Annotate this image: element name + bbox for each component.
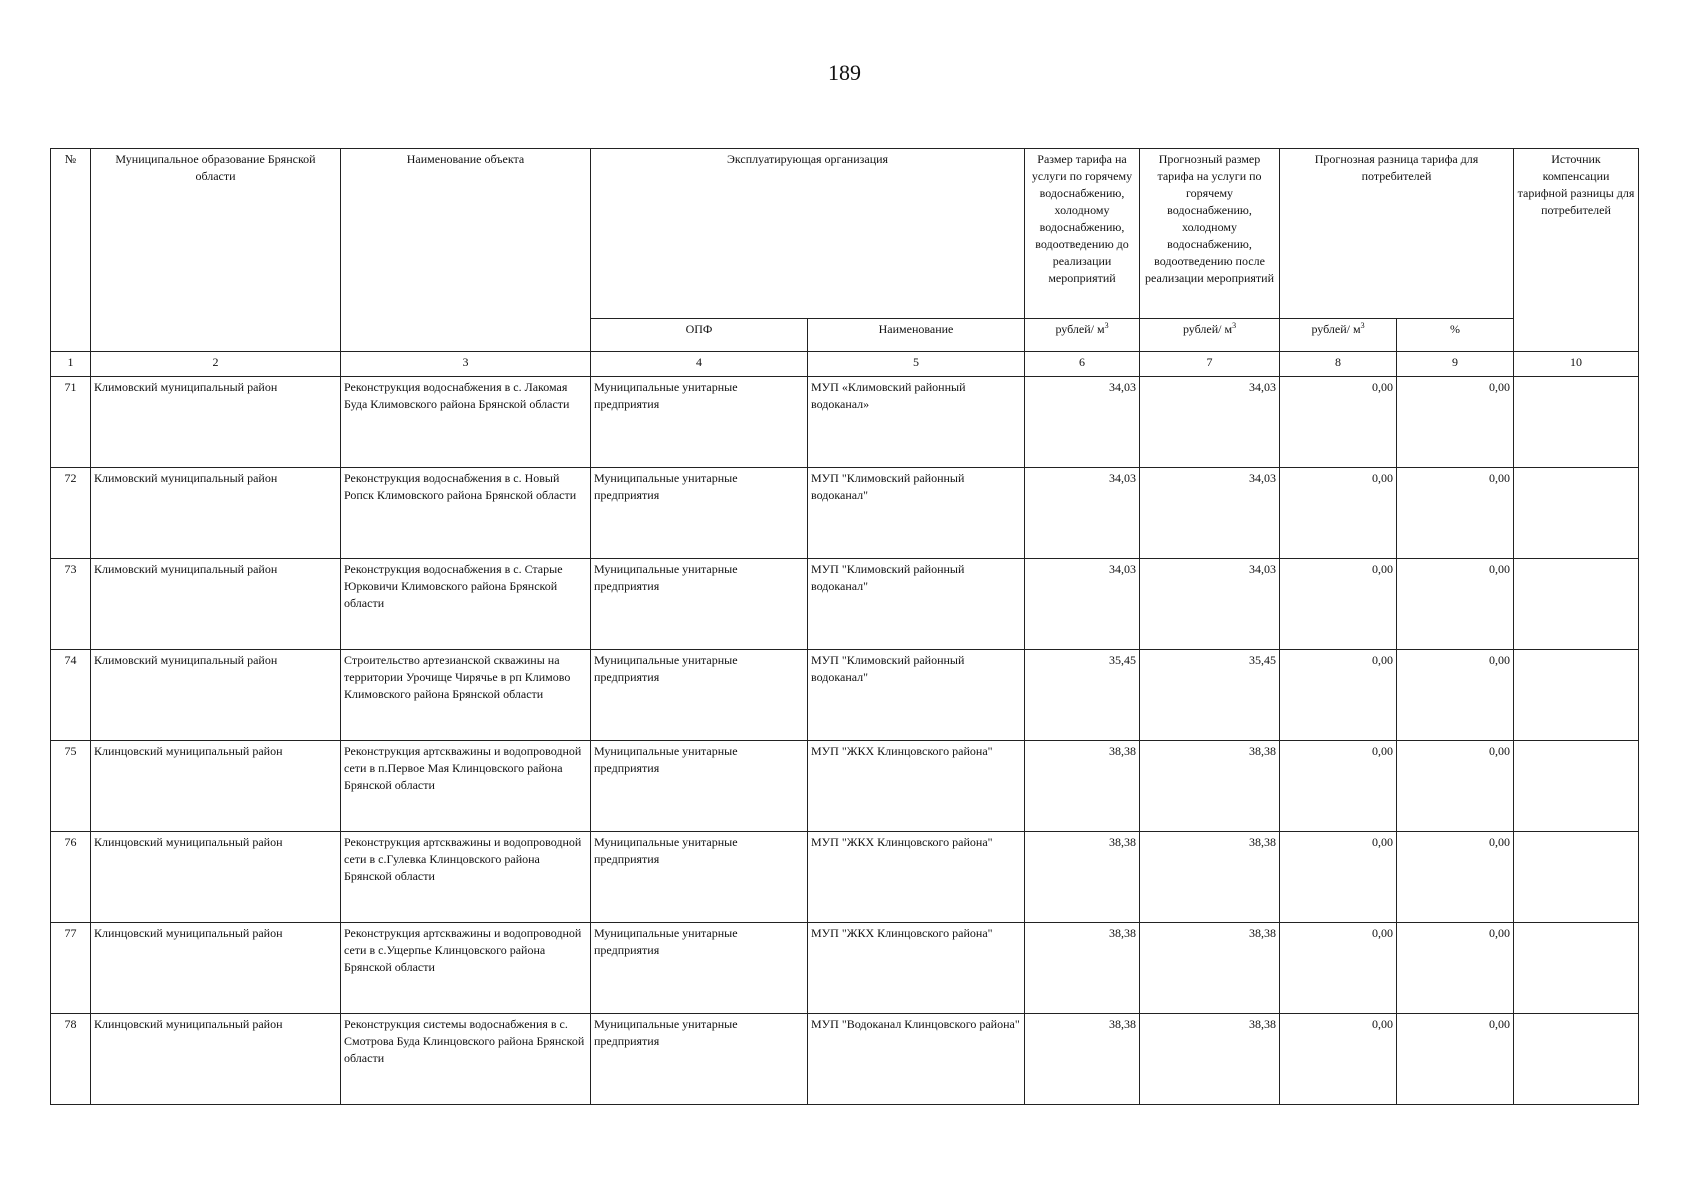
cell-opf: Муниципальные унитарные предприятия: [591, 377, 808, 468]
cell-org-name: МУП "Климовский районный водоканал": [808, 559, 1025, 650]
table-row: [51, 741, 1639, 832]
header-operator: Эксплуатирующая организация: [591, 149, 1025, 319]
cell-org-name: МУП "ЖКХ Клинцовского района": [808, 832, 1025, 923]
cell-org-name: МУП "Водоканал Клинцовского района": [808, 1014, 1025, 1105]
cell-tariff-before: 38,38: [1025, 741, 1140, 832]
cell-tariff-after: 38,38: [1140, 1014, 1280, 1105]
cell-object: Реконструкция артскважины и водопроводной сети в с.Гулевка Клинцовского района Брянской области: [341, 832, 591, 923]
unit-label: рублей/ м: [1311, 322, 1361, 336]
column-number: 4: [591, 352, 808, 377]
cell-tariff-after: 34,03: [1140, 468, 1280, 559]
cell-diff-pct: 0,00: [1397, 832, 1514, 923]
cell-tariff-after: 38,38: [1140, 832, 1280, 923]
header-tariff-before: Размер тарифа на услуги по горячему водоснабжению, холодному водоснабжению, водоотведению до реализации мероприятий: [1025, 149, 1140, 319]
cell-compensation-source: [1514, 377, 1639, 468]
cell-object: Реконструкция водоснабжения в с. Старые Юрковичи Климовского района Брянской области: [341, 559, 591, 650]
header-unit-diff: [1280, 319, 1397, 352]
cell-diff-rub: 0,00: [1280, 468, 1397, 559]
column-number: 9: [1397, 352, 1514, 377]
header-unit-after: [1140, 319, 1280, 352]
cell-diff-rub: 0,00: [1280, 559, 1397, 650]
header-object: Наименование объекта: [341, 149, 591, 352]
cell-tariff-before: 38,38: [1025, 832, 1140, 923]
cell-no: 76: [51, 832, 91, 923]
cell-object: Реконструкция водоснабжения в с. Новый Ропск Климовского района Брянской области: [341, 468, 591, 559]
cell-org-name: МУП "Климовский районный водоканал": [808, 650, 1025, 741]
cell-municipality: Клинцовский муниципальный район: [91, 1014, 341, 1105]
cell-tariff-before: 34,03: [1025, 468, 1140, 559]
cell-opf: Муниципальные унитарные предприятия: [591, 559, 808, 650]
column-number: 7: [1140, 352, 1280, 377]
cell-compensation-source: [1514, 468, 1639, 559]
cell-municipality: Климовский муниципальный район: [91, 468, 341, 559]
column-number: 10: [1514, 352, 1639, 377]
cell-tariff-before: 38,38: [1025, 1014, 1140, 1105]
cell-org-name: МУП "Климовский районный водоканал": [808, 468, 1025, 559]
cell-tariff-after: 38,38: [1140, 741, 1280, 832]
header-unit-pct: %: [1397, 319, 1514, 352]
header-org-name: Наименование: [808, 319, 1025, 352]
cell-no: 71: [51, 377, 91, 468]
tariff-table: [50, 148, 1639, 1105]
unit-superscript: 3: [1232, 321, 1237, 330]
cell-tariff-after: 35,45: [1140, 650, 1280, 741]
table-row: [51, 377, 1639, 468]
table-row: [51, 650, 1639, 741]
cell-tariff-after: 34,03: [1140, 377, 1280, 468]
cell-diff-rub: 0,00: [1280, 832, 1397, 923]
cell-municipality: Клинцовский муниципальный район: [91, 832, 341, 923]
cell-opf: Муниципальные унитарные предприятия: [591, 650, 808, 741]
header-tariff-after: Прогнозный размер тарифа на услуги по горячему водоснабжению, холодному водоснабжению, водоотведению после реализации мероприятий: [1140, 149, 1280, 319]
cell-municipality: Климовский муниципальный район: [91, 377, 341, 468]
cell-compensation-source: [1514, 1014, 1639, 1105]
header-municipality: Муниципальное образование Брянской области: [91, 149, 341, 352]
table-row: [51, 1014, 1639, 1105]
cell-tariff-before: 34,03: [1025, 377, 1140, 468]
table-row: [51, 832, 1639, 923]
cell-no: 78: [51, 1014, 91, 1105]
cell-tariff-before: 35,45: [1025, 650, 1140, 741]
cell-municipality: Климовский муниципальный район: [91, 650, 341, 741]
cell-compensation-source: [1514, 650, 1639, 741]
cell-no: 72: [51, 468, 91, 559]
cell-opf: Муниципальные унитарные предприятия: [591, 1014, 808, 1105]
cell-municipality: Клинцовский муниципальный район: [91, 741, 341, 832]
column-number: 1: [51, 352, 91, 377]
cell-no: 74: [51, 650, 91, 741]
cell-no: 77: [51, 923, 91, 1014]
table-row: [51, 923, 1639, 1014]
cell-object: Реконструкция водоснабжения в с. Лакомая Буда Климовского района Брянской области: [341, 377, 591, 468]
cell-municipality: Клинцовский муниципальный район: [91, 923, 341, 1014]
cell-diff-rub: 0,00: [1280, 1014, 1397, 1105]
cell-tariff-after: 38,38: [1140, 923, 1280, 1014]
unit-label: рублей/ м: [1182, 322, 1233, 336]
column-number: 3: [341, 352, 591, 377]
cell-diff-pct: 0,00: [1397, 923, 1514, 1014]
cell-municipality: Климовский муниципальный район: [91, 559, 341, 650]
cell-opf: Муниципальные унитарные предприятия: [591, 923, 808, 1014]
cell-compensation-source: [1514, 923, 1639, 1014]
header-unit-before: [1025, 319, 1140, 352]
cell-tariff-after: 34,03: [1140, 559, 1280, 650]
unit-superscript: 3: [1360, 321, 1365, 330]
header-row: [51, 149, 1639, 319]
cell-diff-pct: 0,00: [1397, 1014, 1514, 1105]
cell-no: 73: [51, 559, 91, 650]
cell-diff-pct: 0,00: [1397, 741, 1514, 832]
cell-diff-rub: 0,00: [1280, 923, 1397, 1014]
table-row: [51, 559, 1639, 650]
cell-diff-rub: 0,00: [1280, 741, 1397, 832]
cell-diff-pct: 0,00: [1397, 559, 1514, 650]
cell-diff-pct: 0,00: [1397, 650, 1514, 741]
column-number: 6: [1025, 352, 1140, 377]
cell-org-name: МУП "ЖКХ Клинцовского района": [808, 923, 1025, 1014]
cell-compensation-source: [1514, 741, 1639, 832]
column-number: 5: [808, 352, 1025, 377]
cell-no: 75: [51, 741, 91, 832]
cell-org-name: МУП "ЖКХ Клинцовского района": [808, 741, 1025, 832]
cell-diff-rub: 0,00: [1280, 377, 1397, 468]
cell-tariff-before: 38,38: [1025, 923, 1140, 1014]
cell-object: Реконструкция системы водоснабжения в с. Смотрова Буда Клинцовского района Брянской области: [341, 1014, 591, 1105]
page-number: 189: [828, 60, 861, 85]
cell-compensation-source: [1514, 559, 1639, 650]
cell-diff-pct: 0,00: [1397, 377, 1514, 468]
unit-superscript: 3: [1104, 321, 1109, 330]
cell-diff-rub: 0,00: [1280, 650, 1397, 741]
header-opf: ОПФ: [591, 319, 808, 352]
header-tariff-diff: Прогнозная разница тарифа для потребителей: [1280, 149, 1514, 319]
cell-opf: Муниципальные унитарные предприятия: [591, 832, 808, 923]
cell-object: Реконструкция артскважины и водопроводной сети в с.Ущерпье Клинцовского района Брянской области: [341, 923, 591, 1014]
header-compensation-source: Источник компенсации тарифной разницы для потребителей: [1514, 149, 1639, 352]
cell-compensation-source: [1514, 832, 1639, 923]
header-no: №: [51, 149, 91, 352]
cell-tariff-before: 34,03: [1025, 559, 1140, 650]
column-number-row: [51, 352, 1639, 377]
column-number: 2: [91, 352, 341, 377]
cell-diff-pct: 0,00: [1397, 468, 1514, 559]
cell-object: Реконструкция артскважины и водопроводной сети в п.Первое Мая Клинцовского района Брянской области: [341, 741, 591, 832]
cell-opf: Муниципальные унитарные предприятия: [591, 741, 808, 832]
cell-org-name: МУП «Климовский районный водоканал»: [808, 377, 1025, 468]
unit-label: рублей/ м: [1055, 322, 1105, 336]
table-row: [51, 468, 1639, 559]
column-number: 8: [1280, 352, 1397, 377]
cell-opf: Муниципальные унитарные предприятия: [591, 468, 808, 559]
cell-object: Строительство артезианской скважины на территории Урочище Чирячье в рп Климово Климовского района Брянской области: [341, 650, 591, 741]
